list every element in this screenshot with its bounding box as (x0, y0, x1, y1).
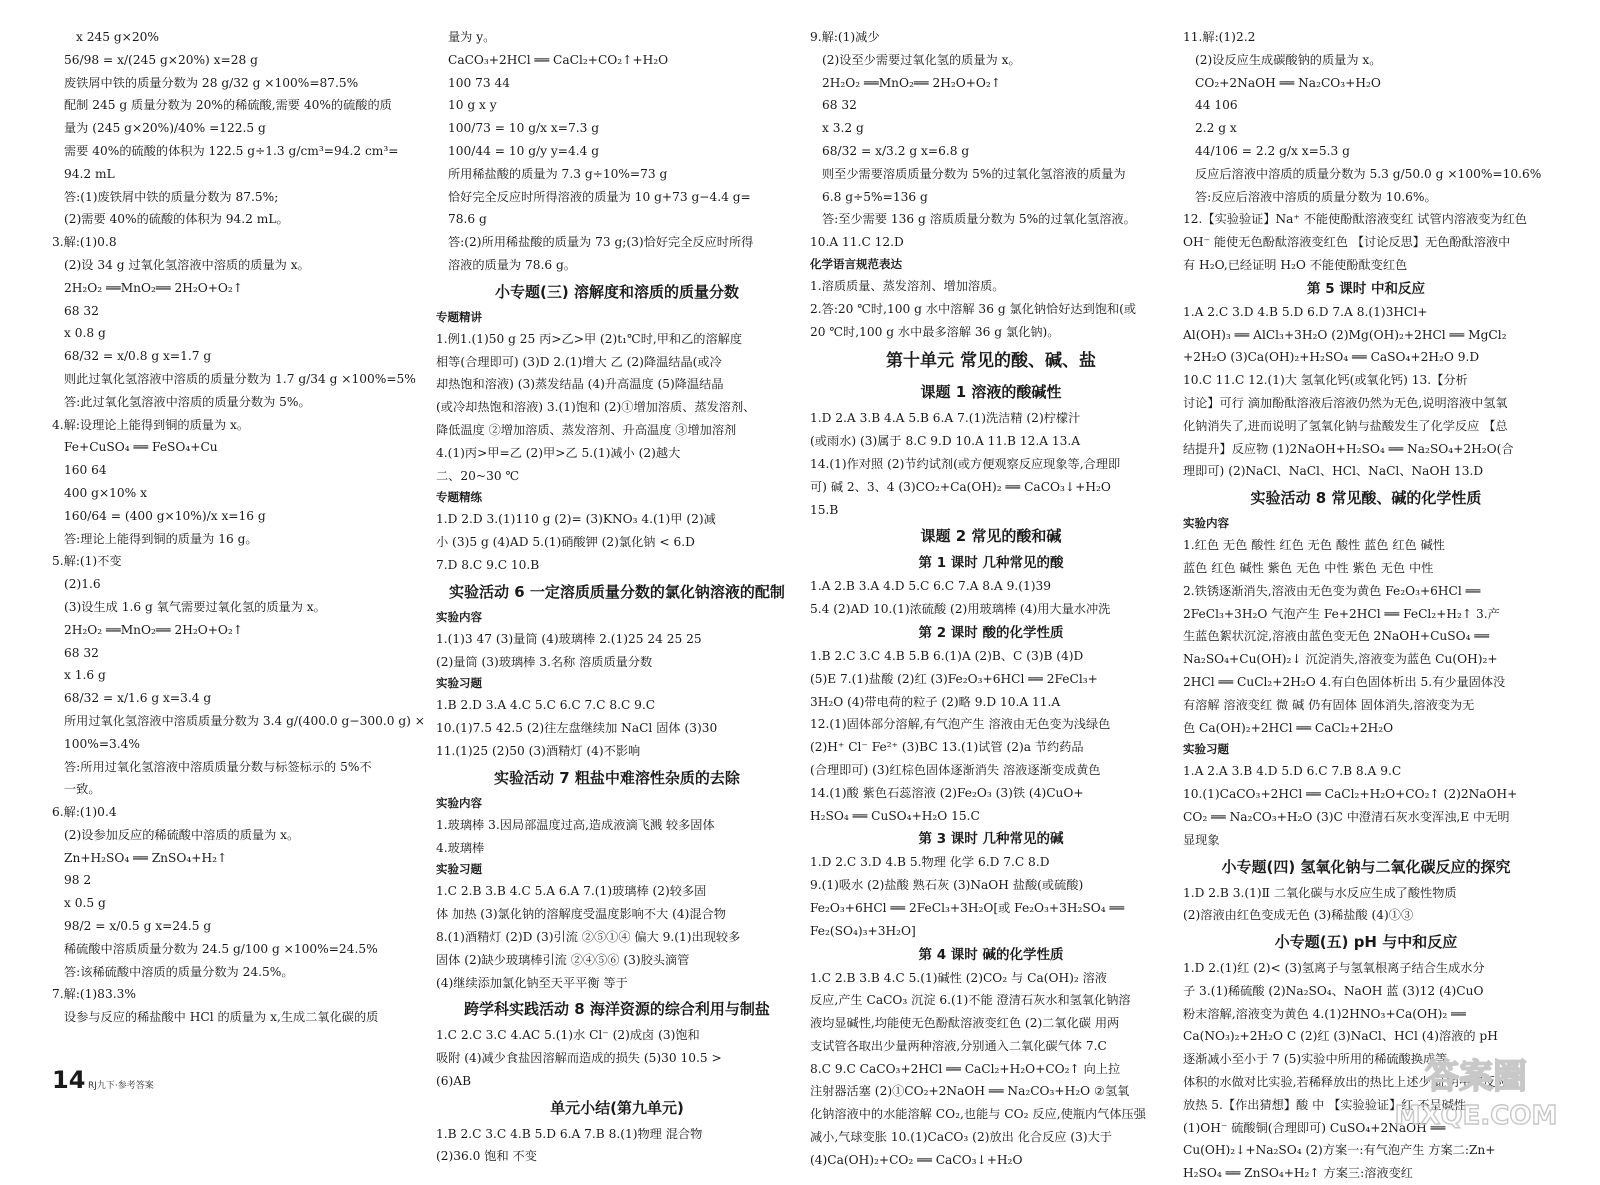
answer-line: 160/64 = (400 g×10%)/x x=16 g (64, 508, 266, 523)
answer-line: (2)设 34 g 过氧化氢溶液中溶质的质量为 x。 (64, 257, 310, 272)
answer-line: 68/32 = x/3.2 g x=6.8 g (822, 143, 970, 158)
answer-line: 废铁屑中铁的质量分数为 28 g/32 g ×100%=87.5% (64, 75, 359, 90)
answer-line: (5)E 7.(1)盐酸 (2)红 (3)Fe₂O₃+6HCl ══ 2FeCl₃+ (810, 671, 1098, 686)
answer-line: 9.(1)吸水 (2)盐酸 熟石灰 (3)NaOH 盐酸(或硫酸) (810, 878, 1084, 893)
answer-line: 答:反应后溶液中溶质的质量分数为 10.6%。 (1195, 189, 1437, 204)
answer-line: +2H₂O (3)Ca(OH)₂+H₂SO₄ ══ CaSO₄+2H₂O 9.D (1183, 350, 1480, 365)
column-1 (52, 26, 425, 1116)
answer-line: Cu(OH)₂↓+Na₂SO₄ (2)方案一:有气泡产生 方案二:Zn+ (1183, 1143, 1496, 1158)
section-heading: 课题 1 溶液的酸碱性 (920, 383, 1062, 402)
watermark-logo (1388, 1046, 1564, 1132)
answer-line: (2)设至少需要过氧化氢的质量为 x。 (822, 52, 1021, 67)
section-heading: 第十单元 常见的酸、碱、盐 (886, 351, 1096, 372)
section-heading: 实验习题 (436, 862, 482, 877)
answer-line: 色 Ca(OH)₂+2HCl ══ CaCl₂+2H₂O (1183, 720, 1394, 735)
answer-line: (4)Ca(OH)₂+CO₂ ══ CaCO₃↓+H₂O (810, 1152, 1023, 1167)
answer-line: 6.8 g÷5%=136 g (822, 189, 928, 204)
page-number: 14 (52, 1066, 86, 1094)
answer-line: 答:该稀硫酸中溶质的质量分数为 24.5%。 (64, 964, 294, 979)
answer-line: (2)36.0 饱和 不变 (436, 1149, 537, 1164)
answer-line: 稀硫酸中溶质质量分数为 24.5 g/100 g ×100%=24.5% (64, 941, 378, 956)
answer-line: 2.铁锈逐渐消失,溶液由无色变为黄色 Fe₂O₃+6HCl ══ (1183, 583, 1481, 598)
answer-line: 3.解:(1)0.8 (52, 235, 117, 250)
answer-line: 恰好完全反应时所得溶液的质量为 10 g+73 g−4.4 g= (448, 189, 751, 204)
answer-line: (1)OH⁻ 硫酸铜(合理即可) CuSO₄+2NaOH ══ (1183, 1120, 1446, 1135)
answer-line: 1.D 2.D 3.(1)110 g (2)= (3)KNO₃ 4.(1)甲 (2)减 (436, 512, 716, 527)
answer-line: 98/2 = x/0.5 g x=24.5 g (64, 919, 212, 934)
answer-line: 化钠消失了,进而说明了氢氧化钠与盐酸发生了化学反应 【总 (1183, 418, 1508, 433)
answer-line: 1.D 2.C 3.D 4.B 5.物理 化学 6.D 7.C 8.D (810, 855, 1050, 870)
answer-line: 2.2 g x (1195, 121, 1237, 136)
answer-line: 2H₂O₂ ══MnO₂══ 2H₂O+O₂↑ (64, 280, 244, 295)
answer-line: 4.(1)丙>甲=乙 (2)甲>乙 5.(1)减小 (2)越大 (436, 445, 681, 460)
answer-line: 68 32 (822, 98, 857, 113)
answer-line: 理即可) (2)NaCl、NaCl、HCl、NaCl、NaOH 13.D (1183, 464, 1484, 479)
answer-line: OH⁻ 能使无色酚酞溶液变红色 【讨论反思】无色酚酞溶液中 (1183, 235, 1511, 250)
answer-line: 固体 (2)缺少玻璃棒引流 ②④⑤⑥ (3)胶头滴管 (436, 952, 690, 967)
answer-line: CO₂+2NaOH ══ Na₂CO₃+H₂O (1195, 75, 1381, 90)
answer-line: 1.红色 无色 酸性 红色 无色 酸性 蓝色 红色 碱性 (1183, 538, 1445, 553)
answer-line: 10.C 11.C 12.(1)大 氢氧化钙(或氧化钙) 13.【分析 (1183, 373, 1468, 388)
answer-line: 68/32 = x/1.6 g x=3.4 g (64, 691, 212, 706)
answer-line: 化钠溶液中的水能溶解 CO₂,也能与 CO₂ 反应,使瓶内气体压强 (810, 1107, 1146, 1122)
page-footer-label: RJ九下·参考答案 (88, 1081, 154, 1091)
answer-line: 结提升】反应物 (1)2NaOH+H₂SO₄ ══ Na₂SO₄+2H₂O(合 (1183, 441, 1514, 456)
answer-line: 2HCl ══ CuCl₂+2H₂O 4.有白色固体析出 5.有少量固体没 (1183, 674, 1506, 689)
answer-line: (4)继续添加氯化钠至天平平衡 等于 (436, 975, 628, 990)
answer-line: 则此过氧化氢溶液中溶质的质量分数为 1.7 g/34 g ×100%=5% (64, 371, 416, 386)
answer-line: 9.解:(1)减少 (810, 30, 880, 44)
answer-line: 1.(1)3 47 (3)量筒 (4)玻璃棒 2.(1)25 24 25 25 (436, 631, 702, 646)
answer-line: 4.玻璃棒 (436, 840, 485, 855)
answer-line: 需要 40%的硫酸的体积为 122.5 g÷1.3 g/cm³=94.2 cm³= (64, 143, 399, 158)
answer-line: Fe₂(SO₄)₃+3H₂O] (810, 923, 916, 938)
answer-line: (2)H⁺ Cl⁻ Fe²⁺ (3)BC 13.(1)试管 (2)a 节约药品 (810, 740, 1084, 755)
answer-line: 子 3.(1)稀硫酸 (2)Na₂SO₄、NaOH 蓝 (3)12 (4)CuO (1183, 983, 1484, 998)
section-heading: 第 3 课时 几种常见的碱 (918, 831, 1064, 848)
answer-line: 14.(1)作对照 (2)节约试剂(或方便观察反应现象等,合理即 (810, 456, 1121, 471)
section-heading: 实验习题 (436, 676, 482, 691)
answer-line: 1.B 2.C 3.C 4.B 5.D 6.A 7.B 8.(1)物理 混合物 (436, 1126, 703, 1141)
watermark-bottom-text: MXQE.COM (1394, 1101, 1558, 1131)
answer-line: 却热饱和溶液) (3)蒸发结晶 (4)升高温度 (5)降温结晶 (436, 377, 724, 392)
answer-line: 1.D 2.(1)红 (2)< (3)氢离子与氢氧根离子结合生成水分 (1183, 961, 1485, 976)
answer-line: x 1.6 g (64, 668, 106, 683)
answer-line: 答:此过氧化氢溶液中溶质的质量分数为 5%。 (64, 394, 311, 409)
section-heading: 小专题(五) pH 与中和反应 (1274, 933, 1458, 952)
answer-line: 一致。 (64, 782, 101, 797)
answer-line: 支试管各取出少量两种溶液,分别通入二氧化碳气体 7.C (810, 1038, 1107, 1053)
answer-line: 7.解:(1)83.3% (52, 987, 136, 1002)
answer-line: CO₂ ══ Na₂CO₃+H₂O (3)C 中澄清石灰水变浑浊,E 中无明 (1183, 809, 1510, 824)
answer-line: (或冷却热饱和溶液) 3.(1)饱和 (2)①增加溶质、蒸发溶剂、 (436, 400, 756, 415)
answer-line: 1.D 2.B 3.(1)Ⅱ 二氧化碳与水反应生成了酸性物质 (1183, 885, 1457, 900)
section-heading: 小专题(三) 溶解度和溶质的质量分数 (495, 282, 739, 301)
answer-line: 10.(1)CaCO₃+2HCl ══ CaCl₂+H₂O+CO₂↑ (2)2NaOH+ (1183, 787, 1518, 802)
answer-line: x 245 g×20% (76, 30, 159, 44)
answer-line: Al(OH)₃ ══ AlCl₃+3H₂O (2)Mg(OH)₂+2HCl ══ MgCl₂ (1183, 327, 1507, 342)
answer-line: 100/44 = 10 g/y y=4.4 g (448, 143, 600, 158)
watermark-top-text: 答案圈 (1425, 1057, 1527, 1097)
answer-line: 5.4 (2)AD 10.(1)浓硫酸 (2)用玻璃棒 (4)用大量水冲洗 (810, 602, 1111, 617)
answer-line: 有 H₂O,已经证明 H₂O 不能使酚酞变红色 (1183, 257, 1408, 272)
answer-line: Zn+H₂SO₄ ══ ZnSO₄+H₂↑ (64, 850, 228, 865)
answer-line: 1.C 2.B 3.B 4.C 5.(1)碱性 (2)CO₂ 与 Ca(OH)₂ 溶液 (810, 970, 1107, 985)
answer-line: 1.B 2.D 3.A 4.C 5.C 6.C 7.C 8.C 9.C (436, 698, 656, 713)
answer-line: 答:理论上能得到铜的质量为 16 g。 (64, 531, 258, 546)
answer-line: 1.玻璃棒 3.因局部温度过高,造成液滴飞溅 较多固体 (436, 817, 715, 832)
answer-line: 1.D 2.A 3.B 4.A 5.B 6.A 7.(1)洗洁精 (2)柠檬汁 (810, 411, 1081, 426)
answer-line: 44/106 = 2.2 g/x x=5.3 g (1195, 143, 1350, 158)
answer-line: 44 106 (1195, 98, 1238, 113)
answer-line: 吸附 (4)减少食盐因溶解而造成的损失 (5)30 10.5 > (436, 1051, 722, 1066)
section-heading: 第 4 课时 碱的化学性质 (918, 946, 1064, 963)
answer-line: 生蓝色絮状沉淀,溶液由蓝色变无色 2NaOH+CuSO₄ ══ (1183, 629, 1490, 644)
answer-line: 液均显碱性,均能使无色酚酞溶液变红色 (2)二氧化碳 用两 (810, 1016, 1120, 1031)
section-heading: 实验内容 (1183, 516, 1229, 531)
answer-line: 68 32 (64, 303, 99, 318)
answer-line: 5.解:(1)不变 (52, 554, 122, 569)
answer-line: 量为 y。 (448, 30, 496, 44)
answer-line: 11.解:(1)2.2 (1183, 30, 1256, 44)
answer-line: 放热 5.【作出猜想】酸 中 【实验验证】红 不呈碱性 (1183, 1097, 1467, 1112)
answer-line: 体 加热 (3)氯化钠的溶解度受温度影响不大 (4)混合物 (436, 907, 726, 922)
answer-line: 小 (3)5 g (4)AD 5.(1)硝酸钾 (2)氯化钠 < 6.D (436, 535, 695, 550)
answer-line: (或雨水) (3)属于 8.C 9.D 10.A 11.B 12.A 13.A (810, 434, 1081, 449)
answer-line: 1.A 2.A 3.B 4.D 5.D 6.C 7.B 8.A 9.C (1183, 764, 1402, 779)
answer-line: x 3.2 g (822, 121, 864, 136)
answer-line: 2H₂O₂ ══MnO₂══ 2H₂O+O₂↑ (822, 75, 1002, 90)
section-heading: 实验内容 (436, 609, 482, 624)
answer-line: (2)设反应生成碳酸钠的质量为 x。 (1195, 52, 1382, 67)
answer-line: 量为 (245 g×20%)/40% =122.5 g (64, 121, 266, 136)
section-heading: 化学语言规范表达 (810, 256, 902, 271)
answer-line: 减小,气球变胀 10.(1)CaCO₃ (2)放出 化合反应 (3)大于 (810, 1130, 1112, 1145)
answer-line: 94.2 mL (64, 166, 115, 181)
answer-line: 8.C 9.C CaCO₃+2HCl ══ CaCl₂+H₂O+CO₂↑ 向上拉 (810, 1061, 1121, 1076)
answer-line: 答:至少需要 136 g 溶质质量分数为 5%的过氧化氢溶液。 (822, 212, 1136, 227)
answer-line: 2FeCl₃+3H₂O 气泡产生 Fe+2HCl ══ FeCl₂+H₂↑ 3.产 (1183, 606, 1500, 621)
answer-line: 20 ℃时,100 g 水中最多溶解 36 g 氯化钠)。 (810, 324, 1060, 339)
answer-line: CaCO₃+2HCl ══ CaCl₂+CO₂↑+H₂O (448, 52, 669, 67)
answer-line: 12.【实验验证】Na⁺ 不能使酚酞溶液变红 试管内溶液变为红色 (1183, 212, 1527, 227)
answer-line: 相等(合理即可) (3)D 2.(1)增大 乙 (2)降温结晶(或冷 (436, 354, 722, 369)
answer-line: 68/32 = x/0.8 g x=1.7 g (64, 349, 212, 364)
answer-line: (2)溶液由红色变成无色 (3)稀盐酸 (4)①③ (1183, 908, 1414, 923)
answer-line: H₂SO₄ ══ CuSO₄+H₂O 15.C (810, 808, 980, 823)
answer-line: 二、20~30 ℃ (436, 468, 520, 483)
answer-line: 10.(1)7.5 42.5 (2)往左盘继续加 NaCl 固体 (3)30 (436, 721, 718, 736)
answer-line: (6)AB (436, 1073, 472, 1088)
section-heading: 第 2 课时 酸的化学性质 (918, 624, 1064, 641)
answer-line: (2)1.6 (64, 577, 101, 592)
answer-line: Fe₂O₃+6HCl ══ 2FeCl₃+3H₂O[或 Fe₂O₃+3H₂SO₄ ══ (810, 900, 1125, 915)
answer-line: 6.解:(1)0.4 (52, 805, 117, 820)
answer-line: 逐渐减小至小于 7 (5)实验中所用的稀硫酸换成等 (1183, 1052, 1448, 1067)
answer-line: 8.(1)酒精灯 (2)D (3)引流 ②⑤①④ 偏大 9.(1)出现较多 (436, 929, 741, 944)
section-heading: 跨学科实践活动 8 海洋资源的综合利用与制盐 (464, 1000, 770, 1019)
answer-line: 56/98 = x/(245 g×20%) x=28 g (64, 52, 258, 67)
answer-line: 10.A 11.C 12.D (810, 235, 904, 250)
answer-line: (2)设参加反应的稀硫酸中溶质的质量为 x。 (64, 827, 300, 842)
answer-line: 2H₂O₂ ══MnO₂══ 2H₂O+O₂↑ (64, 622, 244, 637)
answer-line: 1.A 2.B 3.A 4.D 5.C 6.C 7.A 8.A 9.(1)39 (810, 579, 1052, 594)
answer-line: (3)设生成 1.6 g 氧气需要过氧化氢的质量为 x。 (64, 599, 326, 614)
section-heading: 实验活动 6 一定溶质质量分数的氯化钠溶液的配制 (449, 582, 785, 601)
section-heading: 课题 2 常见的酸和碱 (920, 527, 1062, 546)
section-heading: 第 1 课时 几种常见的酸 (918, 555, 1064, 572)
answer-line: 78.6 g (448, 212, 487, 227)
answer-line: 1.C 2.B 3.B 4.C 5.A 6.A 7.(1)玻璃棒 (2)较多固 (436, 884, 707, 899)
answer-line: 配制 245 g 质量分数为 20%的稀硫酸,需要 40%的硫酸的质 (64, 98, 392, 113)
answer-line: 11.(1)25 (2)50 (3)酒精灯 (4)不影响 (436, 743, 641, 758)
answer-line: 68 32 (64, 645, 99, 660)
answer-line: 注射器活塞 (2)①CO₂+2NaOH ══ Na₂CO₃+H₂O ②氢氧 (810, 1084, 1130, 1099)
section-heading: 单元小结(第九单元) (550, 1098, 684, 1117)
answer-line: 160 64 (64, 463, 107, 478)
section-heading: 小专题(四) 氢氧化钠与二氧化碳反应的探究 (1221, 857, 1511, 876)
answer-line: 答:所用过氧化氢溶液中溶质质量分数与标签标示的 5%不 (64, 759, 372, 774)
answer-line: 蓝色 红色 碱性 紫色 无色 中性 紫色 无色 中性 (1183, 560, 1434, 575)
answer-line: 1.A 2.C 3.D 4.B 5.D 6.D 7.A 8.(1)3HCl+ (1183, 304, 1428, 319)
answer-line: 显现象 (1183, 832, 1220, 847)
section-heading: 第 5 课时 中和反应 (1307, 280, 1425, 297)
answer-line: 答:(1)废铁屑中铁的质量分数为 87.5%; (64, 189, 279, 204)
answer-line: Ca(NO₃)₂+2H₂O C (2)红 (3)NaCl、HCl (4)溶液的 pH (1183, 1029, 1498, 1044)
section-heading: 实验活动 7 粗盐中难溶性杂质的去除 (494, 768, 740, 787)
answer-line: 溶液的质量为 78.6 g。 (448, 257, 576, 272)
answer-line: 1.溶质质量、蒸发溶剂、增加溶质。 (810, 278, 1005, 293)
answer-line: (2)需要 40%的硫酸的体积为 94.2 mL。 (64, 212, 289, 227)
answer-line: 有溶解 溶液变红 微 碱 仍有固体 固体消失,溶液变为无 (1183, 697, 1475, 712)
answer-line: 粉末溶解,溶液变为黄色 4.(1)2HNO₃+Ca(OH)₂ ══ (1183, 1006, 1466, 1021)
answer-line: 100%=3.4% (64, 736, 141, 751)
answer-line: 答:(2)所用稀盐酸的质量为 73 g;(3)恰好完全反应时所得 (448, 235, 754, 250)
answer-line: 12.(1)固体部分溶解,有气泡产生 溶液由无色变为浅绿色 (810, 717, 1111, 732)
answer-line: 1.B 2.C 3.C 4.B 5.B 6.(1)A (2)B、C (3)B (4)D (810, 648, 1084, 663)
answer-line: 3H₂O (4)带电荷的粒子 (2)略 9.D 10.A 11.A (810, 694, 1061, 709)
answer-line: H₂SO₄ ══ ZnSO₄+H₂↑ 方案三:溶液变红 (1183, 1166, 1413, 1181)
column-2 (436, 26, 798, 1164)
answer-line: 反应,产生 CaCO₃ 沉淀 6.(1)不能 澄清石灰水和氢氧化钠溶 (810, 993, 1131, 1008)
answer-line: 讨论】可行 滴加酚酞溶液后溶液仍然为无色,说明溶液中氢氧 (1183, 395, 1508, 410)
answer-line: (2)量筒 (3)玻璃棒 3.名称 溶质质量分数 (436, 654, 653, 669)
answer-line: 反应后溶液中溶质的质量分数为 5.3 g/50.0 g ×100%=10.6% (1195, 166, 1542, 181)
answer-line: 15.B (810, 502, 839, 517)
answer-line: 设参与反应的稀盐酸中 HCl 的质量为 x,生成二氧化碳的质 (64, 1010, 379, 1025)
answer-line: 所用过氧化氢溶液中溶质质量分数为 3.4 g/(400.0 g−300.0 g) × (64, 713, 425, 728)
answer-line: 2.答:20 ℃时,100 g 水中溶解 36 g 氯化钠恰好达到饱和(或 (810, 301, 1137, 316)
answer-line: 4.解:设理论上能得到铜的质量为 x。 (52, 417, 250, 432)
answer-line: 1.例1.(1)50 g 25 丙>乙>甲 (2)t₁℃时,甲和乙的溶解度 (436, 331, 743, 346)
section-heading: 实验习题 (1183, 742, 1229, 757)
answer-line: 1.C 2.C 3.C 4.AC 5.(1)水 Cl⁻ (2)成卤 (3)饱和 (436, 1028, 700, 1043)
answer-line: 可) 碱 2、3、4 (3)CO₂+Ca(OH)₂ ══ CaCO₃↓+H₂O (810, 479, 1111, 494)
answer-line: 100/73 = 10 g/x x=7.3 g (448, 121, 600, 136)
answer-line: 14.(1)酸 紫色石蕊溶液 (2)Fe₂O₃ (3)铁 (4)CuO+ (810, 785, 1084, 800)
answer-line: (合理即可) (3)红棕色固体逐渐消失 溶液逐渐变成黄色 (810, 762, 1101, 777)
answer-line: Na₂SO₄+Cu(OH)₂↓ 沉淀消失,溶液变为蓝色 Cu(OH)₂+ (1183, 652, 1498, 667)
watermark-logo-graphic (1388, 1046, 1564, 1132)
answer-line: 98 2 (64, 873, 92, 888)
answer-line: 10 g x y (448, 98, 497, 113)
answer-line: 100 73 44 (448, 75, 511, 90)
answer-line: 所用稀盐酸的质量为 7.3 g÷10%=73 g (448, 166, 668, 181)
answer-line: 7.D 8.C 9.C 10.B (436, 557, 540, 572)
answer-line: 体积的水做对比实验,若稀释放出的热比上述少,证明中和反应 (1183, 1075, 1508, 1090)
section-heading: 实验内容 (436, 795, 482, 810)
section-heading: 专题精练 (436, 490, 482, 505)
answer-line: Fe+CuSO₄ ══ FeSO₄+Cu (64, 440, 218, 455)
column-3 (810, 26, 1172, 1167)
answer-line: x 0.8 g (64, 326, 106, 341)
section-heading: 专题精讲 (436, 309, 482, 324)
section-heading: 实验活动 8 常见酸、碱的化学性质 (1250, 489, 1482, 508)
answer-line: 降低温度 ②增加溶质、蒸发溶剂、升高温度 ③增加溶剂 (436, 422, 737, 437)
answer-line: 则至少需要溶质质量分数为 5%的过氧化氢溶液的质量为 (822, 166, 1126, 181)
answer-line: x 0.5 g (64, 896, 106, 911)
answer-line: 400 g×10% x (64, 485, 147, 500)
